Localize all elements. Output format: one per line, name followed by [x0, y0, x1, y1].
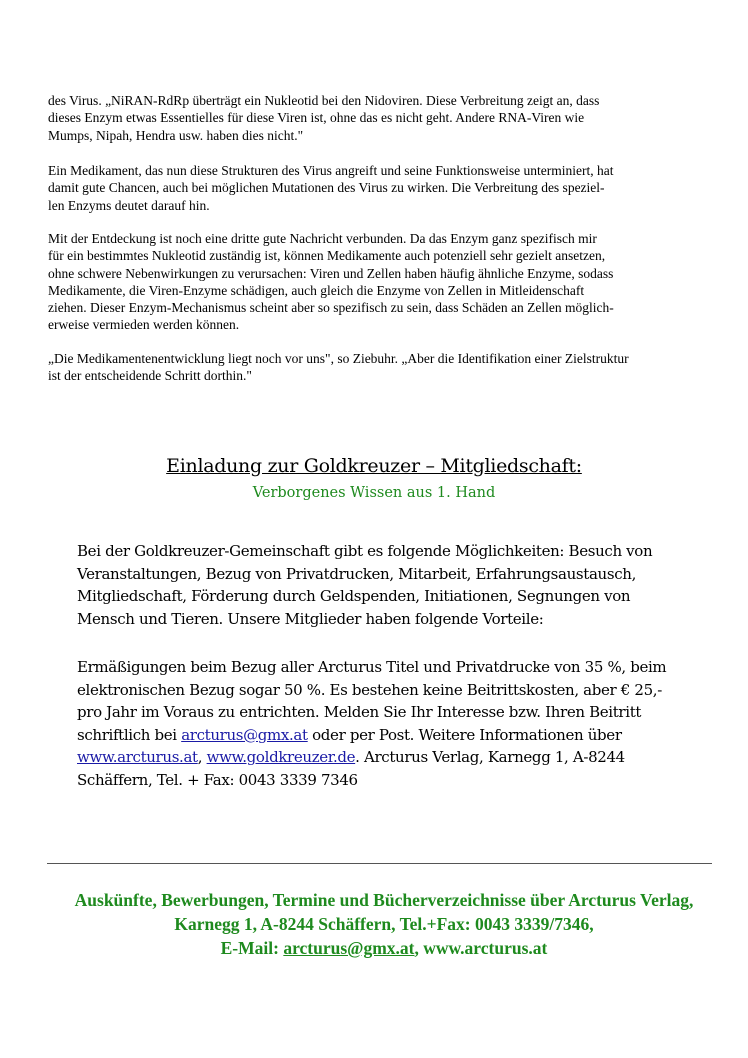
text-fragment: oder per Post. Weitere Informationen über [307, 725, 622, 744]
text-line: ziehen. Dieser Enzym-Mechanismus scheint aber so spezifisch zu sein, dass Schäden an Zellen möglich- [48, 300, 614, 316]
footer-line [0, 936, 748, 960]
text-fragment: . Arcturus Verlag, Karnegg 1, A-8244 [355, 748, 625, 767]
website-link-arcturus[interactable]: www.arcturus.at [77, 748, 198, 767]
text-fragment: , www.arcturus.at [414, 938, 548, 958]
text-line: dieses Enzym etwas Essentielles für diese Viren ist, ohne das es nicht geht. Andere RNA-Viren wie [48, 110, 585, 126]
text-line: Mit der Entdeckung ist noch eine dritte gute Nachricht verbunden. Da das Enzym ganz spezifisch mir [48, 231, 597, 246]
text-fragment: E-Mail: [220, 938, 284, 958]
footer-contact [0, 888, 748, 960]
text-line: erweise vermieden werden können. [48, 317, 240, 333]
article-paragraph-4 [48, 350, 708, 385]
text-line: pro Jahr im Voraus zu entrichten. Melden Sie Ihr Interesse bzw. Ihren Beitritt [77, 703, 642, 722]
article-paragraph-3 [48, 230, 708, 334]
text-line: Bei der Goldkreuzer-Gemeinschaft gibt es folgende Möglichkeiten: Besuch von [77, 542, 653, 560]
footer-email-link[interactable]: arcturus@gmx.at [283, 938, 415, 958]
text-line: Veranstaltungen, Bezug von Privatdrucken, Mitarbeit, Erfahrungsaustausch, [77, 564, 636, 583]
text-line: Ein Medikament, das nun diese Strukturen des Virus angreift und seine Funktionsweise unterminiert, hat [48, 163, 614, 178]
text-line: len Enzyms deutet darauf hin. [48, 197, 210, 213]
text-line: „Die Medikamentenentwicklung liegt noch vor uns", so Ziebuhr. „Aber die Identifikation einer Zielstruktur [48, 351, 629, 366]
invitation-title: Einladung zur Goldkreuzer – Mitgliedschaft: [166, 455, 582, 477]
email-link[interactable]: arcturus@gmx.at [181, 725, 308, 744]
invitation-paragraph-1 [77, 540, 697, 630]
text-line: damit gute Chancen, auch bei möglichen Mutationen des Virus zu wirken. Die Verbreitung des speziel- [48, 180, 605, 196]
text-line: Ermäßigungen beim Bezug aller Arcturus Titel und Privatdrucke von 35 %, beim [77, 658, 667, 676]
divider [47, 863, 712, 864]
text-line: Schäffern, Tel. + Fax: 0043 3339 7346 [77, 770, 358, 789]
footer-line: Karnegg 1, A-8244 Schäffern, Tel.+Fax: 0043 3339/7346, [174, 914, 594, 934]
text-line [77, 746, 697, 769]
article-paragraph-2 [48, 162, 708, 214]
text-line: elektronischen Bezug sogar 50 %. Es bestehen keine Beitrittskosten, aber € 25,- [77, 680, 662, 699]
text-line: Mumps, Nipah, Hendra usw. haben dies nicht." [48, 127, 304, 143]
text-fragment: , [197, 748, 207, 767]
article-paragraph-1 [48, 92, 708, 144]
text-line: ohne schwere Nebenwirkungen zu verursachen: Viren und Zellen haben häufig ähnliche Enzyme, sodass [48, 265, 614, 281]
text-line: Mensch und Tieren. Unsere Mitglieder haben folgende Vorteile: [77, 609, 544, 628]
text-fragment: schriftlich bei [77, 725, 182, 744]
text-line: Medikamente, die Viren-Enzyme schädigen, auch gleich die Enzyme von Zellen in Mitleidenschaft [48, 282, 585, 298]
text-line: für ein bestimmtes Nukleotid zuständig ist, können Medikamente auch potenziell sehr gezielt ansetzen, [48, 248, 606, 264]
text-line: Mitgliedschaft, Förderung durch Geldspenden, Initiationen, Segnungen von [77, 587, 631, 606]
text-line [77, 724, 697, 747]
text-line: des Virus. „NiRAN-RdRp überträgt ein Nukleotid bei den Nidoviren. Diese Verbreitung zeigt an, dass [48, 93, 600, 108]
footer-line: Auskünfte, Bewerbungen, Termine und Bücherverzeichnisse über Arcturus Verlag, [74, 890, 694, 910]
website-link-goldkreuzer[interactable]: www.goldkreuzer.de [206, 748, 356, 767]
invitation-paragraph-2 [77, 656, 697, 792]
invitation-subtitle: Verborgenes Wissen aus 1. Hand [252, 485, 496, 501]
text-line: ist der entscheidende Schritt dorthin." [48, 368, 252, 384]
